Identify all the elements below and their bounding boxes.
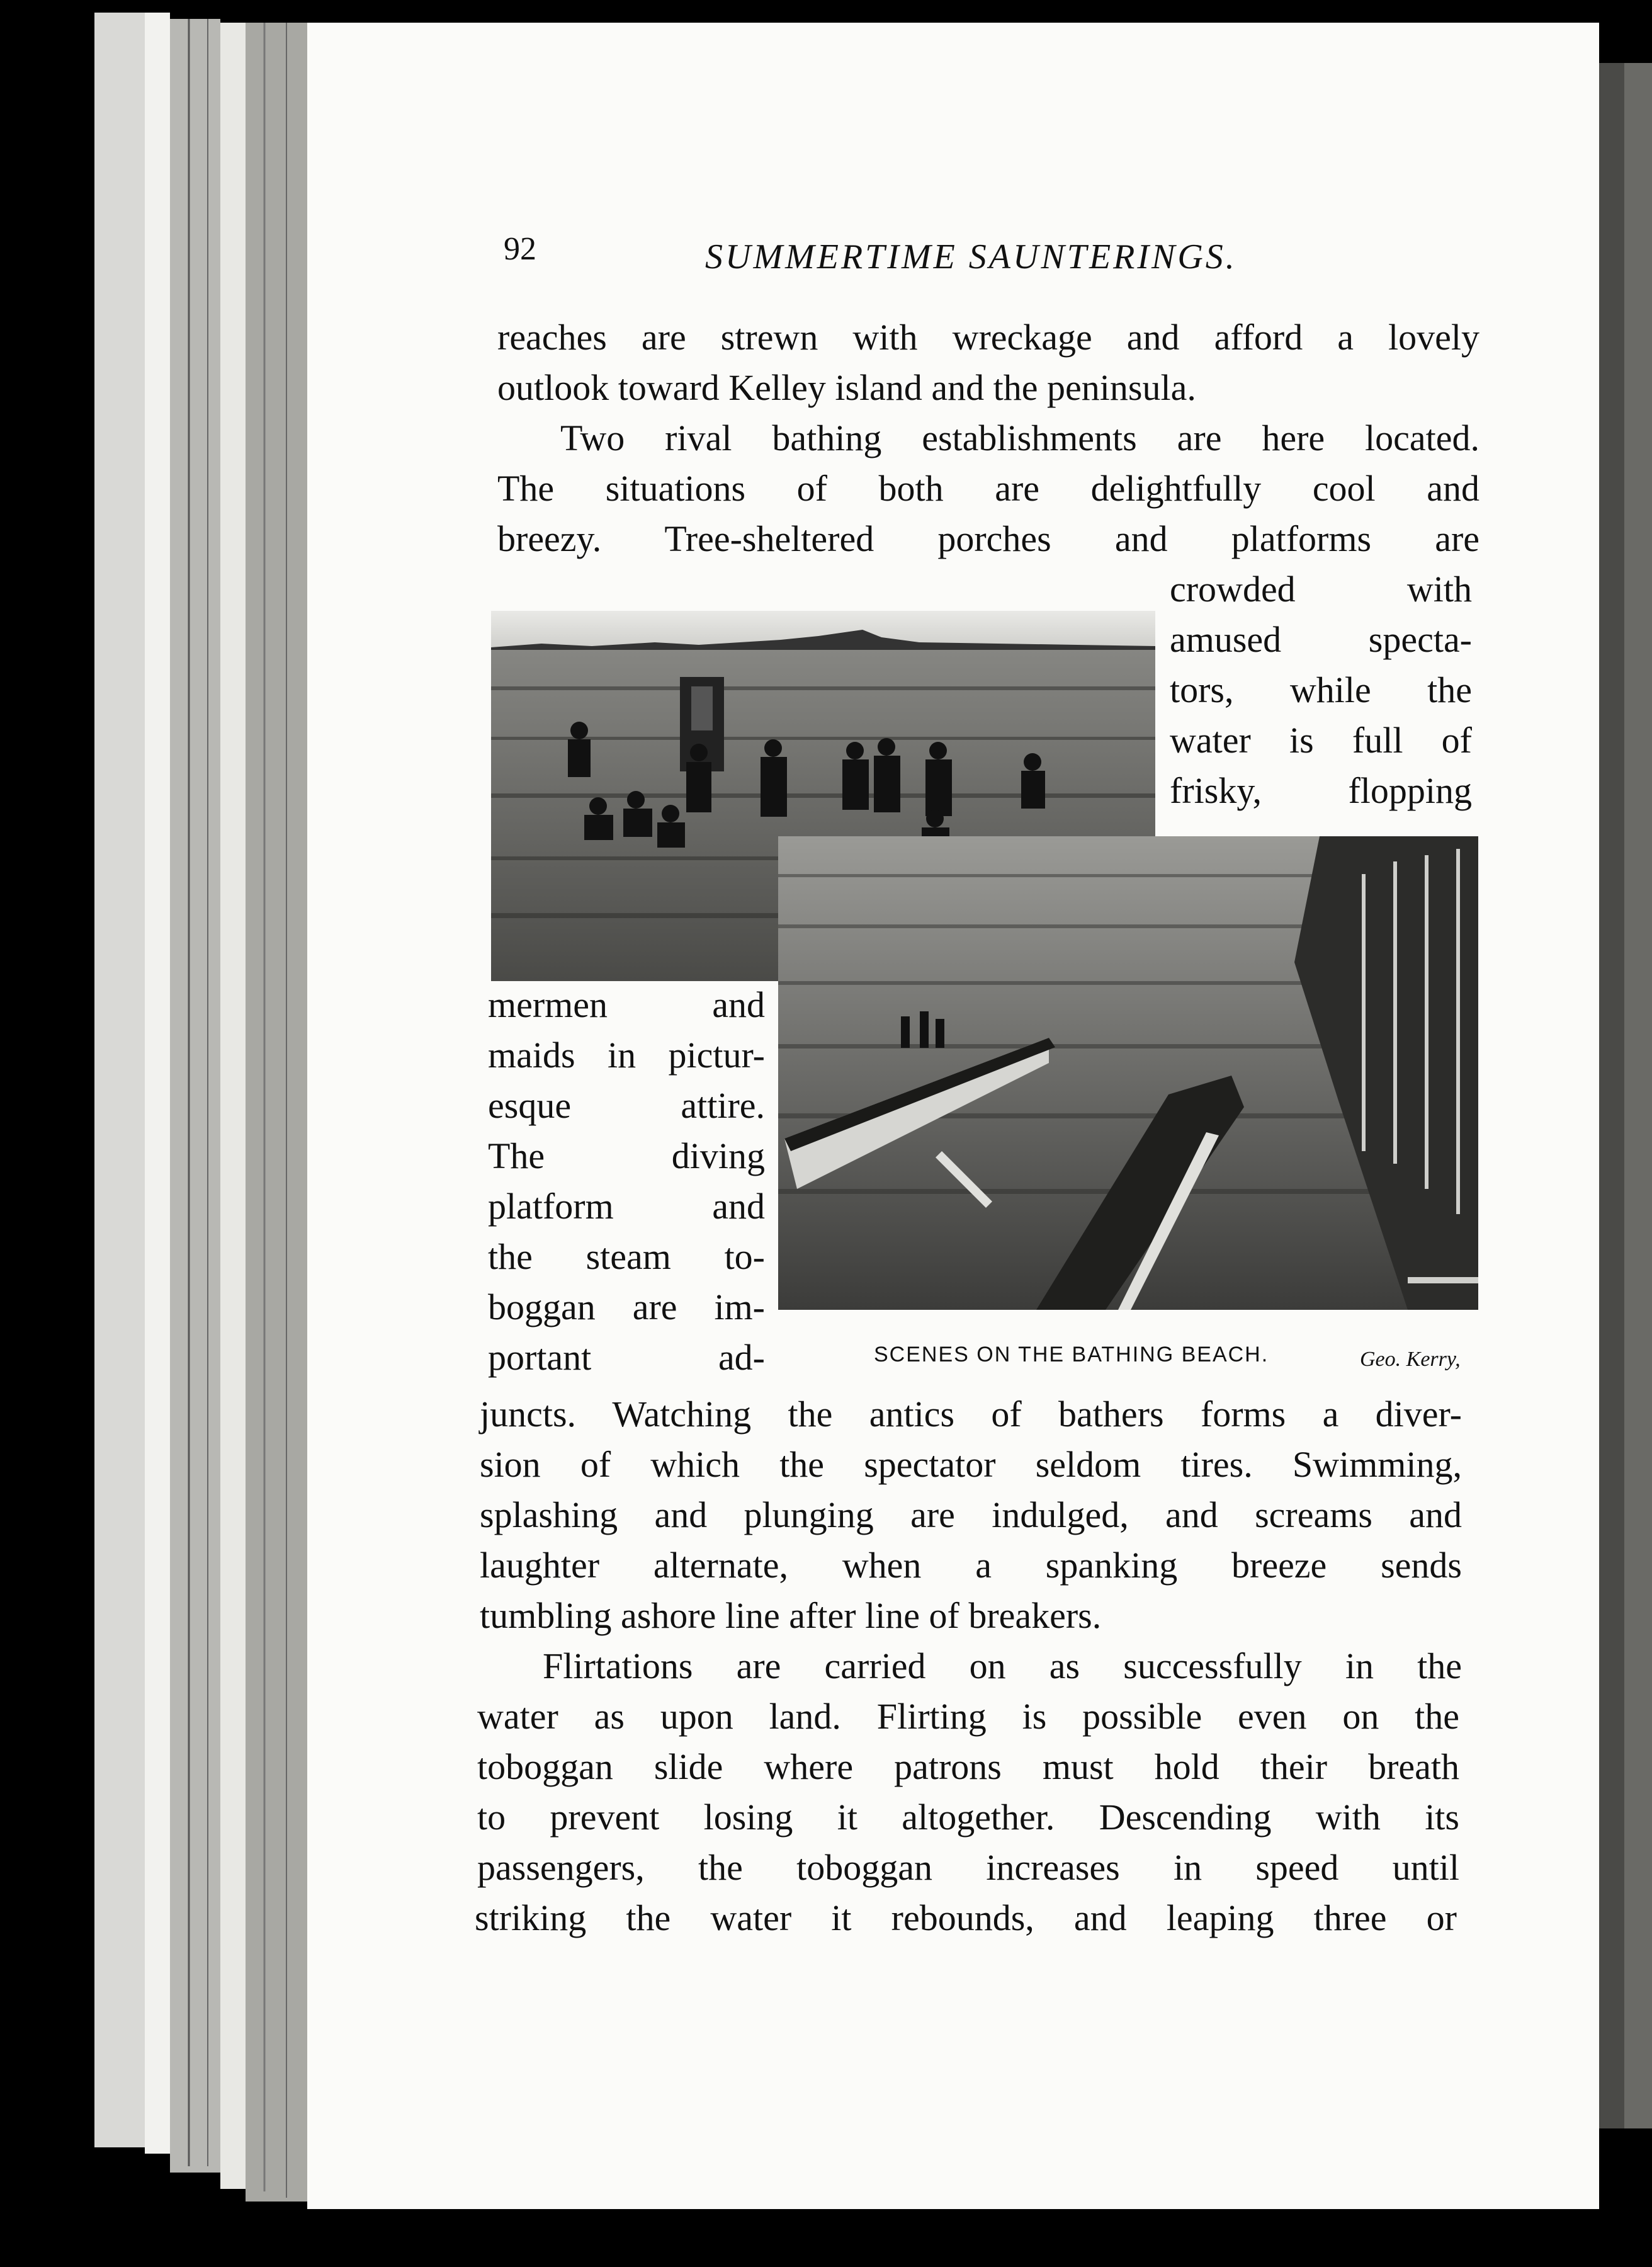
text-line: amused specta-	[1170, 619, 1472, 660]
text-line: to prevent losing it altogether. Descending with its	[477, 1797, 1459, 1838]
text-line: frisky, flopping	[1170, 770, 1472, 811]
text-line: crowded with	[1170, 569, 1472, 610]
text-line: juncts. Watching the antics of bathers forms a diver-	[480, 1394, 1462, 1435]
text-line: passengers, the toboggan increases in speed until	[477, 1847, 1459, 1888]
text-line: striking the water it rebounds, and leaping three or	[475, 1897, 1457, 1938]
text-line: maids in pictur-	[488, 1035, 765, 1076]
text-line: mermen and	[488, 984, 765, 1025]
running-title: SUMMERTIME SAUNTERINGS.	[705, 237, 1237, 276]
text-line: boggan are im-	[488, 1287, 765, 1327]
photo-toboggan-and-pier	[778, 836, 1478, 1310]
text-line: The situations of both are delightfully cool and	[497, 468, 1479, 509]
text-line: outlook toward Kelley island and the peninsula.	[497, 367, 1196, 408]
text-line: tumbling ashore line after line of breakers.	[480, 1595, 1102, 1636]
text-line: sion of which the spectator seldom tires. Swimming,	[480, 1444, 1462, 1485]
text-line: water is full of	[1170, 720, 1472, 761]
text-line: platform and	[488, 1186, 765, 1227]
text-line: water as upon land. Flirting is possible even on the	[477, 1696, 1459, 1737]
text-line: tors, while the	[1170, 669, 1472, 710]
text-line: portant ad-	[488, 1337, 765, 1378]
text-line: The diving	[488, 1135, 765, 1176]
text-line: laughter alternate, when a spanking breeze sends	[480, 1545, 1462, 1586]
text-line: splashing and plunging are indulged, and screams and	[480, 1494, 1462, 1535]
text-line: the steam to-	[488, 1236, 765, 1277]
text-line: breezy. Tree-sheltered porches and platforms are	[497, 518, 1479, 559]
text-line: Two rival bathing establishments are here located.	[560, 418, 1479, 458]
figure-caption: SCENES ON THE BATHING BEACH.	[874, 1343, 1269, 1366]
text-line: toboggan slide where patrons must hold their breath	[477, 1746, 1459, 1787]
text-line: Flirtations are carried on as successfully in the	[543, 1645, 1462, 1686]
text-line: reaches are strewn with wreckage and afford a lovely	[497, 317, 1479, 358]
text-line: esque attire.	[488, 1085, 765, 1126]
photo-credit: Geo. Kerry,	[1360, 1348, 1461, 1371]
page-number: 92	[504, 231, 536, 267]
